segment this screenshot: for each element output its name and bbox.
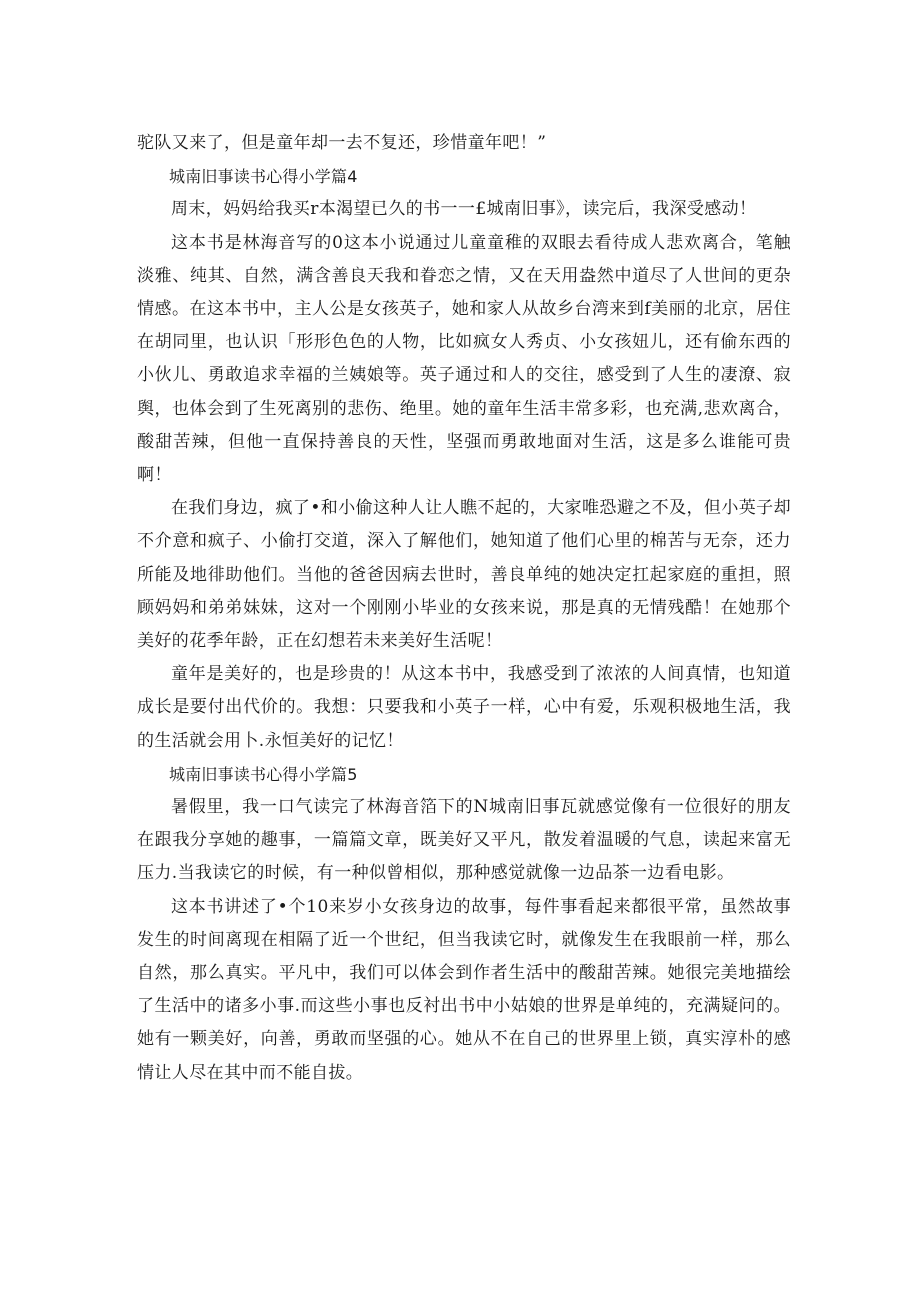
document-body xyxy=(137,127,791,1090)
paragraph: 在我们身边，疯了•和小偷这种人让人瞧不起的，大家唯恐避之不及，但小英子却不介意和疯子、小偷打交道，深入了解他们，她知道了他们心里的棉苦与无奈，还力所能及地徘助他们。当他的爸爸因病去世时，善良单纯的她决定扛起家庭的重担，照顾妈妈和弟弟妹妹，这对一个刚刚小毕业的女孩来说，那是真的无情残酷！在她那个美好的花季年龄，正在幻想若未来美好生活呢！ xyxy=(137,498,791,652)
paragraph-continued: 驼队又来了，但是童年却一去不复还，珍惜童年吧！” xyxy=(137,133,547,153)
paragraph: 这本书讲述了•个10来岁小女孩身边的故事，每件事看起来都很平常，虽然故事发生的时间离现在相隔了近一个世纪，但当我读它时，就像发生在我眼前一样，那么自然，那么真实。平凡中，我们可以体会到作者生活中的酸甜苦辣。她很完美地描绘了生活中的诸多小事.而这些小事也反衬出书中小姑娘的世界是单纯的，充满疑问的。她有一颗美好，向善，勇敢而坚强的心。她从不在自己的世界里上锁，真实淳朴的感情让人尽在其中而不能自拔。 xyxy=(137,896,791,1083)
paragraph: 周末，妈妈给我买r本渴望已久的书一一£城南旧事》，读完后，我深受感动！ xyxy=(171,199,757,220)
paragraph: 暑假里，我一口气读完了林海音箔下的N城南旧事瓦就感觉像有一位很好的朋友在跟我分享她的趣事，一篇篇文章，既美好又平凡，散发着温暖的气息，读起来富无压力.当我读它的时候，有一种似曾相似，那种感觉就像一边品茶一边看电影。 xyxy=(137,797,791,884)
section-heading-4: 城南旧事读书心得小学篇4 xyxy=(169,167,358,187)
paragraph: 这本书是林海音写的0这本小说通过儿童童稚的双眼去看待成人悲欢离合，笔触淡雅、纯其、自然，满含善良天我和眷恋之情，又在天用盎然中道尽了人世间的更杂情感。在这本书中，主人公是女孩英子，她和家人从故乡台湾来到f美丽的北京，居住在胡同里，也认识「形形色色的人物，比如疯女人秀贞、小女孩妞儿，还有偷东西的小伙儿、勇敢追求幸福的兰姨娘等。英子通过和人的交往，感受到了人生的凄潦、寂舆，也体会到了生死离别的悲伤、绝里。她的童年生活丰常多彩，也充满,悲欢离合，酸甜苦辣，但他一直保持善良的天性，坚强而勇敢地面对生活，这是多么谁能可贵啊！ xyxy=(137,232,791,486)
section-heading-5: 城南旧事读书心得小学篇5 xyxy=(169,764,358,784)
paragraph: 童年是美好的，也是珍贵的！从这本书中，我感受到了浓浓的人间真情，也知道成长是要付出代价的。我想：只要我和小英子一样，心中有爱，乐观积极地生活，我的生活就会用卜.永恒美好的记忆！ xyxy=(137,664,791,751)
